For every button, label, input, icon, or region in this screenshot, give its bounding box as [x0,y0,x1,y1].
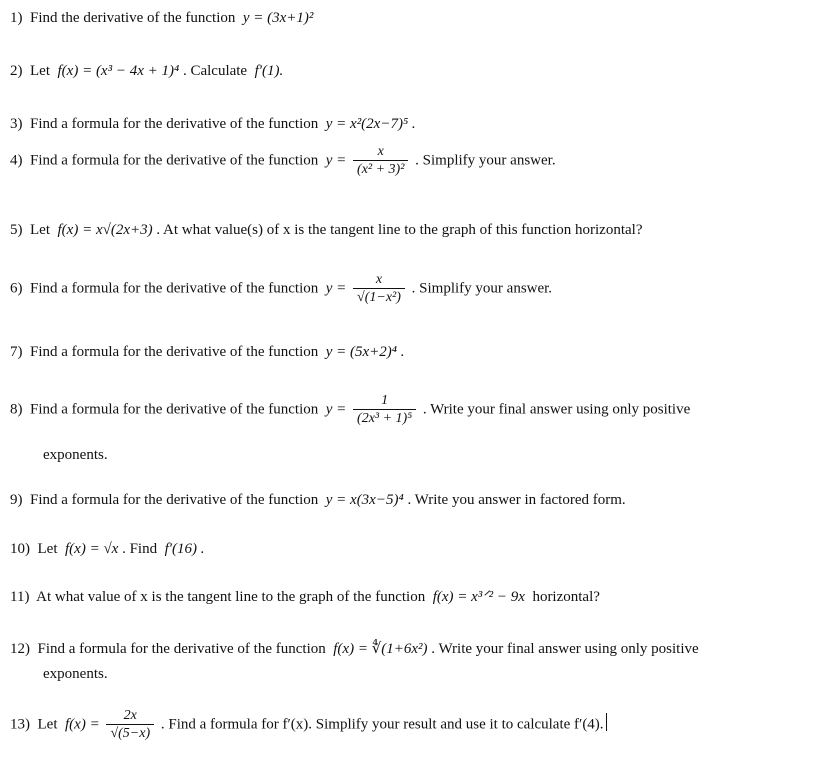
fraction-denominator: √(5−x) [110,726,151,741]
math-expression: f′(1). [254,63,284,79]
question-10: 10) Let f(x) = √x . Find f′(16) . [10,541,205,557]
fraction [106,707,154,743]
question-4: 4) Find a formula for the derivative of the function y = $\frac{x}{\text{(x² + 3)²}}$ . Simplify your answer. [10,144,556,177]
question-12: 12) Find a formula for the derivative of the function f(x) = ∜(1+6x²) . Write your final answer using only positive [10,641,699,657]
fraction-numerator: 2x [106,707,154,725]
question-12-continuation: exponents. [43,666,108,682]
fraction-numerator: x [353,143,408,161]
question-1: 1) Find the derivative of the function y = (3x+1)² [10,10,314,26]
question-8-continuation: exponents. [43,447,108,463]
math-expression: y = x²(2x−7)⁵ . [325,116,416,132]
math-expression: y = x(3x−5)⁴ [325,492,404,508]
fraction [353,392,416,428]
question-13: 13) Let f(x) = $\frac{2x}{√(5-x)}$ . Find a formula for f′(x). Simplify your result and use it to calculate f′(4). [10,707,607,743]
fraction-denominator: (x² + 3)² [357,162,405,177]
math-expression: f(x) = x³ᐟ² − 9x [432,589,525,605]
math-expression: y = (3x+1)² [242,10,314,26]
fraction [353,143,408,179]
fraction-numerator: 1 [353,392,416,410]
question-6: 6) Find a formula for the derivative of the function y = $\frac{x}{\text{√(1−x²)}}$ . Simplify your answer. [10,272,553,305]
math-expression: f(x) = ∜(1+6x²) [333,641,428,657]
question-8: 8) Find a formula for the derivative of the function y = $\frac{1}{\text{(2x³ + 1)⁵}}$ . Write your final answer using only positive [10,393,691,426]
question-11: 11) At what value of x is the tangent line to the graph of the function f(x) = x³ᐟ² − 9x horizontal? [10,589,600,605]
math-expression: f′(16) . [164,541,205,557]
question-3: 3) Find a formula for the derivative of the function y = x²(2x−7)⁵ . [10,116,416,132]
math-expression: f(x) = √x [65,541,119,557]
question-5: 5) Let f(x) = x√(2x+3) . At what value(s) of x is the tangent line to the graph of this function horizontal? [10,222,643,238]
math-expression: y = (5x+2)⁴ . [325,344,405,360]
math-expression: f(x) = (x³ − 4x + 1)⁴ [57,63,180,79]
fraction-denominator: (2x³ + 1)⁵ [357,411,413,426]
question-9: 9) Find a formula for the derivative of the function y = x(3x−5)⁴ . Write you answer in factored form. [10,492,626,508]
question-7: 7) Find a formula for the derivative of the function y = (5x+2)⁴ . [10,344,405,360]
question-2: 2) Let f(x) = (x³ − 4x + 1)⁴ . Calculate f′(1). [10,63,284,79]
fraction-numerator: x [353,271,405,289]
fraction-denominator: √(1−x²) [357,290,401,305]
text-cursor [606,713,607,731]
fraction [353,271,405,307]
math-expression: f(x) = x√(2x+3) [57,222,153,238]
